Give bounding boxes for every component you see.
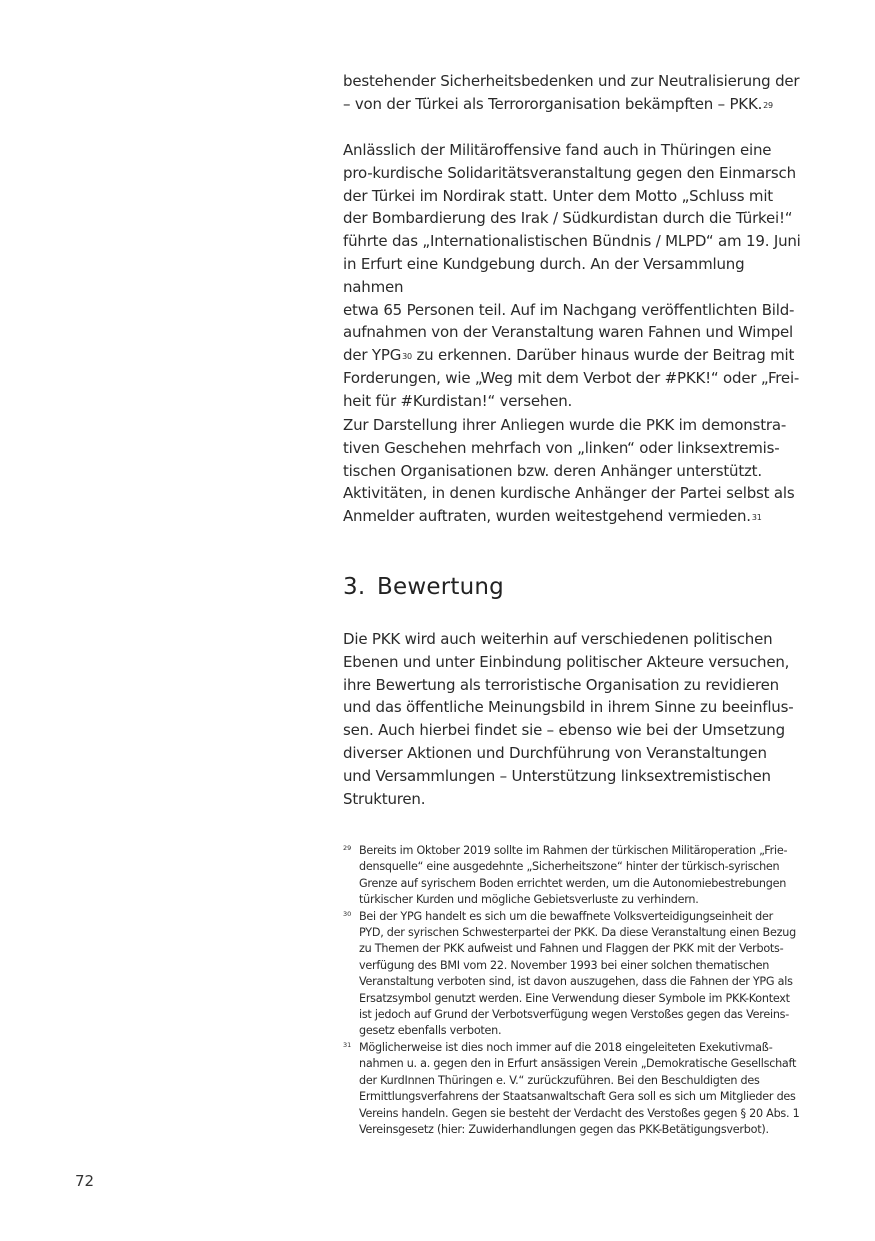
paragraph-text: Die PKK wird auch weiterhin auf verschiedenen politischen Ebenen und unter Einbindung politischer Akteure versuchen, ihre Bewertung als terroristische Organisation zu revidieren und das öffentliche Meinungsbild in ihrem Sinne zu beeinflus- sen. Auch hierbei findet sie – ebenso wie bei der Umsetzung diverser Aktionen und Durchführung von Veranstaltungen und Versammlungen – Unterstützung linksextremistischen Strukturen.	[343, 630, 794, 808]
body-paragraph-4	[343, 628, 801, 810]
paragraph-text: Anlässlich der Militäroffensive fand auch in Thüringen eine pro-kurdische Solidaritätsveranstaltung gegen den Einmarsch der Türkei im Nordirak statt. Unter dem Motto „Schluss mit der Bombardierung des Irak / Südkurdistan durch die Türkei!“ führte das „Internationalistischen Bündnis / MLPD“ am 19. Juni in Erfurt eine Kundgebung durch. An der Versammlung nahmen etwa 65 Personen teil. Auf im Nachgang veröffentlichten Bild- aufnahmen von der Veranstaltung waren Fahnen und Wimpel der YPG	[343, 141, 801, 365]
page-number: 72	[75, 1172, 95, 1190]
section-title: Bewertung	[377, 574, 504, 600]
footnote-30	[343, 909, 801, 1040]
footnote-text: Möglicherweise ist dies noch immer auf die 2018 eingeleiteten Exekutivmaß- nahmen u. a. gegen den in Erfurt ansässigen Verein „Demokratische Gesellschaft der KurdInnen Thüringen e. V.“ zurückzuführen. Bei den Beschuldigten des Ermittlungsverfahrens der Staatsanwaltschaft Gera soll es sich um Mitglieder des Vereins handeln. Gegen sie besteht der Verdacht des Verstoßes gegen § 20 Abs. 1 Vereinsgesetz (hier: Zuwiderhandlungen gegen das PKK-Betätigungsverbot).	[359, 1040, 800, 1136]
paragraph-text-cont: zu erkennen. Darüber hinaus wurde der Beitrag mit Forderungen, wie „Weg mit dem Verbot der #PKK!“ oder „Frei- heit für #Kurdistan!“ versehen.	[343, 346, 800, 410]
footnote-text: Bei der YPG handelt es sich um die bewaffnete Volksverteidigungseinheit der PYD, der syrischen Schwesterpartei der PKK. Da diese Veranstaltung einen Bezug zu Themen der PKK aufweist und Fahnen und Flaggen der PKK mit der Verbots- verfügung des BMI vom 22. November 1993 bei einer solchen thematischen Veranstaltung verboten sind, ist davon auszugehen, dass die Fahnen der YPG als Ersatzsymbol genutzt werden. Eine Verwendung dieser Symbole im PKK-Kontext ist jedoch auf Grund der Verbotsverfügung wegen Verstoßes gegen das Vereins- gesetz ebenfalls verboten.	[359, 909, 796, 1038]
body-paragraph-1	[343, 70, 801, 116]
footnote-31	[343, 1040, 801, 1138]
footnote-ref-29[interactable]: 29	[763, 100, 773, 110]
footnote-mark: 31	[343, 1040, 352, 1049]
paragraph-text: bestehender Sicherheitsbedenken und zur Neutralisierung der – von der Türkei als Terrororganisation bekämpften – PKK.	[343, 72, 800, 113]
footnote-ref-30[interactable]: 30	[402, 352, 412, 362]
footnote-mark: 30	[343, 909, 352, 918]
footnote-mark: 29	[343, 844, 352, 852]
footnotes-section	[343, 843, 801, 1138]
footnote-text: Bereits im Oktober 2019 sollte im Rahmen der türkischen Militäroperation „Frie- densquelle“ eine ausgedehnte „Sicherheitszone“ hinter der türkisch-syrischen Grenze auf syrischem Boden errichtet werden, um die Autonomiebestrebungen türkischer Kurden und mögliche Gebietsverluste zu verhindern.	[359, 844, 788, 907]
section-number: 3.	[343, 574, 366, 600]
body-paragraph-3	[343, 414, 801, 528]
body-paragraph-2	[343, 139, 801, 413]
footnote-29	[343, 843, 801, 909]
footnote-ref-31[interactable]: 31	[751, 513, 762, 523]
section-heading	[343, 574, 504, 600]
paragraph-text: Zur Darstellung ihrer Anliegen wurde die PKK im demonstra- tiven Geschehen mehrfach von „linken“ oder linksextremis- tischen Organisationen bzw. deren Anhänger unterstützt. Aktivitäten, in denen kurdische Anhänger der Partei selbst als Anmelder auftraten, wurden weitestgehend vermieden.	[343, 416, 795, 526]
